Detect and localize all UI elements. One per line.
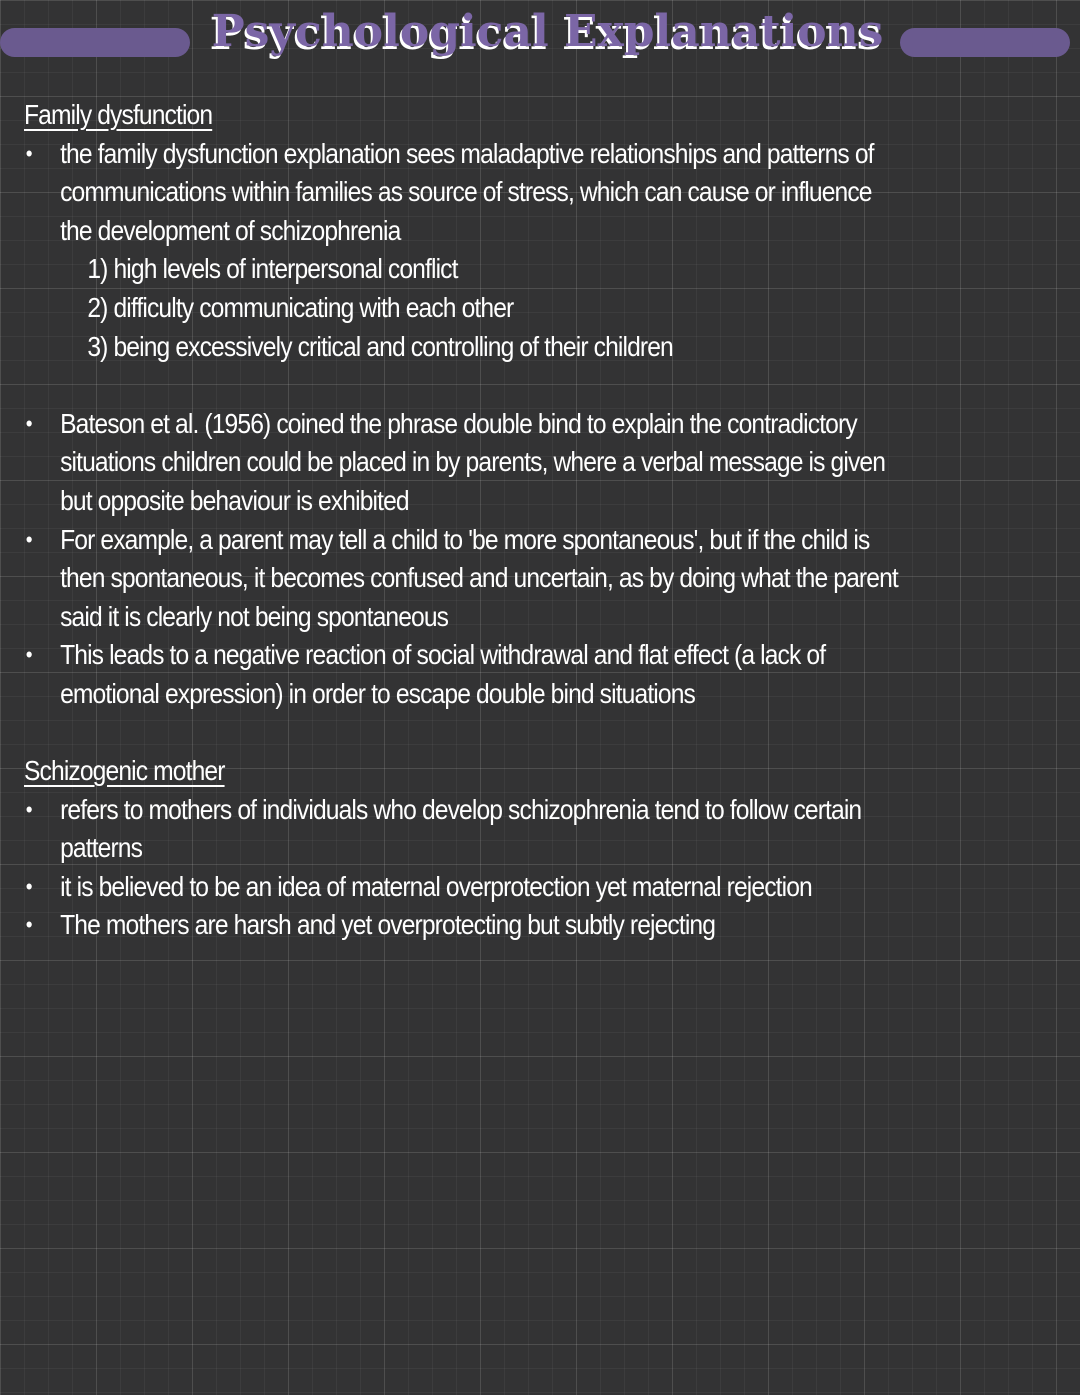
notes-content	[24, 96, 1080, 945]
line-text: the development of schizophrenia	[60, 214, 401, 246]
bullet-text-line	[24, 559, 953, 598]
numbered-item	[24, 289, 953, 328]
bullet-point: •	[25, 642, 32, 668]
bullet-text-line	[24, 405, 953, 444]
bullet-text-line	[24, 212, 953, 251]
bullet-text-line	[24, 135, 953, 174]
line-text: 1) high levels of interpersonal conflict	[87, 253, 458, 285]
bullet-text-line	[24, 791, 953, 830]
bullet-text-line	[24, 829, 953, 868]
bullet-text-line	[24, 675, 953, 714]
bullet-text-line	[24, 173, 953, 212]
line-text: then spontaneous, it becomes confused and uncertain, as by doing what the parent	[60, 562, 898, 594]
numbered-item	[24, 250, 953, 289]
line-text: said it is clearly not being spontaneous	[60, 600, 449, 632]
line-text: the family dysfunction explanation sees maladaptive relationships and patterns of	[60, 137, 874, 169]
line-text: communications within families as source of stress, which can cause or influence	[60, 176, 872, 208]
bullet-point: •	[25, 796, 32, 822]
section-heading	[24, 96, 953, 135]
line-text: it is believed to be an idea of maternal overprotection yet maternal rejection	[60, 870, 812, 902]
line-text: patterns	[60, 832, 143, 864]
page-title: Psychological Explanations	[211, 6, 884, 57]
line-text: emotional expression) in order to escape double bind situations	[60, 677, 695, 709]
numbered-item	[24, 328, 953, 367]
bullet-text-line	[24, 636, 953, 675]
line-text: Family dysfunction	[24, 99, 213, 130]
line-text: Bateson et al. (1956) coined the phrase double bind to explain the contradictory	[60, 407, 857, 439]
bullet-text-line	[24, 443, 953, 482]
line-text: 3) being excessively critical and controlling of their children	[87, 330, 673, 362]
line-text: 2) difficulty communicating with each other	[87, 291, 514, 323]
bullet-text-line	[24, 906, 953, 945]
bullet-point: •	[25, 140, 32, 166]
bullet-point: •	[25, 873, 32, 899]
bullet-text-line	[24, 521, 953, 560]
bullet-text-line	[24, 868, 953, 907]
bullet-point: •	[25, 526, 32, 552]
line-text: Schizogenic mother	[24, 755, 225, 787]
bullet-text-line	[24, 598, 953, 637]
line-text: For example, a parent may tell a child to 'be more spontaneous', but if the child is	[60, 523, 870, 555]
bullet-point: •	[25, 912, 32, 938]
line-text: The mothers are harsh and yet overprotecting but subtly rejecting	[60, 909, 716, 941]
line-text: This leads to a negative reaction of social withdrawal and flat effect (a lack of	[60, 639, 826, 671]
section-heading	[24, 752, 953, 791]
bullet-text-line	[24, 482, 953, 521]
line-text: situations children could be placed in by parents, where a verbal message is given	[60, 446, 886, 478]
bullet-point: •	[25, 410, 32, 436]
line-text: refers to mothers of individuals who develop schizophrenia tend to follow certain	[60, 793, 862, 825]
line-text: but opposite behaviour is exhibited	[60, 484, 409, 516]
